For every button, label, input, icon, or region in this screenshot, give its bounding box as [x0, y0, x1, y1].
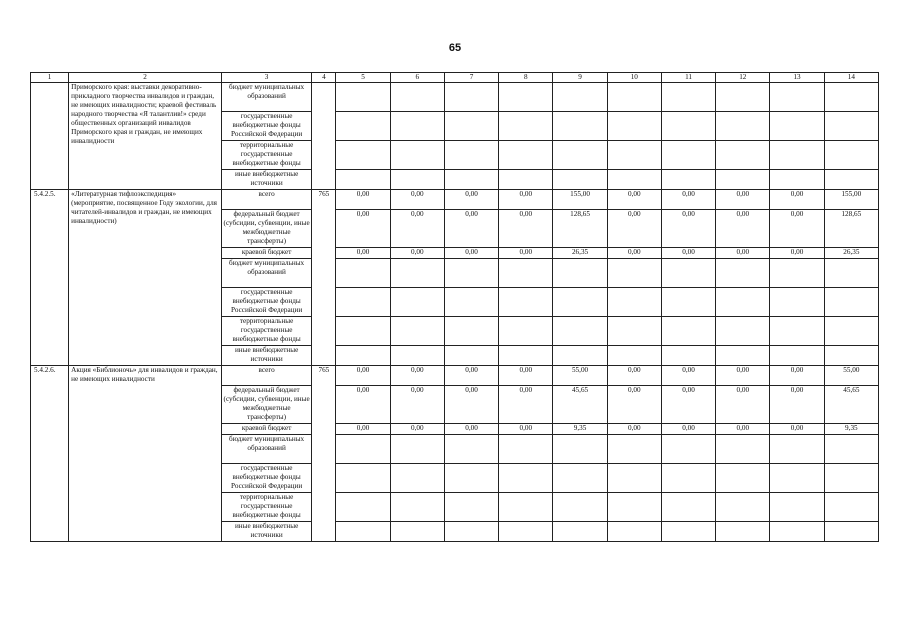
- value-cell: 0,00: [661, 190, 715, 210]
- value-cell: 155,00: [553, 190, 607, 210]
- funding-source: территориальные государственные внебюджетные фонды: [221, 317, 311, 346]
- value-cell: [824, 83, 878, 112]
- value-cell: 0,00: [770, 424, 824, 435]
- value-cell: 0,00: [716, 424, 770, 435]
- value-cell: 0,00: [444, 386, 498, 424]
- header-cell: 7: [444, 73, 498, 83]
- value-cell: [444, 493, 498, 522]
- value-cell: [770, 464, 824, 493]
- value-cell: 0,00: [607, 248, 661, 259]
- value-cell: [336, 288, 390, 317]
- header-cell: 6: [390, 73, 444, 83]
- funding-source: территориальные государственные внебюджетные фонды: [221, 493, 311, 522]
- value-cell: 26,35: [553, 248, 607, 259]
- value-cell: [336, 83, 390, 112]
- item-description: Приморского края: выставки декоративно-прикладного творчества инвалидов и граждан, не имеющих инвалидности; краевой фестиваль народного творчества «Я талантлив!» среди общественных организаций инвалидов Приморского края и граждан, не имеющих инвалидности: [69, 83, 222, 190]
- value-cell: [716, 288, 770, 317]
- value-cell: [607, 112, 661, 141]
- value-cell: [770, 522, 824, 542]
- value-cell: 0,00: [499, 386, 553, 424]
- item-description: «Литературная тифлоэкспедиция» (мероприятие, посвященное Году экологии, для читателей-инвалидов и граждан, не имеющих инвалидности): [69, 190, 222, 366]
- value-cell: [553, 522, 607, 542]
- header-cell: 9: [553, 73, 607, 83]
- value-cell: [824, 170, 878, 190]
- value-cell: 0,00: [499, 424, 553, 435]
- value-cell: [336, 493, 390, 522]
- value-cell: [824, 493, 878, 522]
- value-cell: [661, 464, 715, 493]
- value-cell: 0,00: [444, 366, 498, 386]
- value-cell: 0,00: [661, 424, 715, 435]
- value-cell: 0,00: [336, 248, 390, 259]
- value-cell: [499, 112, 553, 141]
- value-cell: [390, 170, 444, 190]
- value-cell: [770, 170, 824, 190]
- value-cell: 0,00: [607, 366, 661, 386]
- header-cell: 3: [221, 73, 311, 83]
- value-cell: 0,00: [607, 424, 661, 435]
- value-cell: 0,00: [390, 210, 444, 248]
- value-cell: [444, 170, 498, 190]
- value-cell: [661, 259, 715, 288]
- funding-source: краевой бюджет: [221, 424, 311, 435]
- value-cell: [716, 112, 770, 141]
- value-cell: [716, 346, 770, 366]
- value-cell: 0,00: [770, 366, 824, 386]
- value-cell: [499, 170, 553, 190]
- value-cell: [824, 317, 878, 346]
- value-cell: 155,00: [824, 190, 878, 210]
- table-header: [31, 73, 879, 83]
- funding-source: бюджет муниципальных образований: [221, 259, 311, 288]
- value-cell: [770, 435, 824, 464]
- funding-source: краевой бюджет: [221, 248, 311, 259]
- value-cell: [607, 435, 661, 464]
- value-cell: 0,00: [390, 190, 444, 210]
- value-cell: [444, 83, 498, 112]
- value-cell: [661, 435, 715, 464]
- value-cell: 0,00: [607, 190, 661, 210]
- value-cell: 0,00: [607, 210, 661, 248]
- value-cell: [553, 493, 607, 522]
- value-cell: 0,00: [336, 210, 390, 248]
- value-cell: 128,65: [553, 210, 607, 248]
- value-cell: 0,00: [716, 386, 770, 424]
- value-cell: [716, 170, 770, 190]
- value-cell: 0,00: [336, 424, 390, 435]
- value-cell: 0,00: [444, 190, 498, 210]
- value-cell: [824, 346, 878, 366]
- value-cell: 0,00: [770, 248, 824, 259]
- value-cell: 55,00: [824, 366, 878, 386]
- value-cell: 0,00: [444, 424, 498, 435]
- value-cell: 0,00: [444, 248, 498, 259]
- value-cell: [770, 288, 824, 317]
- funding-source: всего: [221, 366, 311, 386]
- value-cell: [390, 288, 444, 317]
- value-cell: [499, 493, 553, 522]
- header-cell: 4: [312, 73, 336, 83]
- value-cell: [390, 83, 444, 112]
- value-cell: [390, 112, 444, 141]
- value-cell: [661, 522, 715, 542]
- value-cell: 0,00: [499, 210, 553, 248]
- value-cell: 0,00: [716, 190, 770, 210]
- funding-source: федеральный бюджет (субсидии, субвенции, иные межбюджетные трансферты): [221, 210, 311, 248]
- value-cell: [444, 141, 498, 170]
- value-cell: [499, 522, 553, 542]
- value-cell: 0,00: [607, 386, 661, 424]
- value-cell: 9,35: [553, 424, 607, 435]
- value-cell: [553, 346, 607, 366]
- value-cell: 0,00: [390, 366, 444, 386]
- value-cell: 0,00: [336, 190, 390, 210]
- value-cell: [499, 317, 553, 346]
- value-cell: [390, 464, 444, 493]
- value-cell: 0,00: [390, 386, 444, 424]
- value-cell: [390, 435, 444, 464]
- value-cell: 9,35: [824, 424, 878, 435]
- header-cell: 11: [661, 73, 715, 83]
- header-row: [31, 73, 879, 83]
- funding-source: территориальные государственные внебюджетные фонды: [221, 141, 311, 170]
- value-cell: [390, 346, 444, 366]
- value-cell: [607, 522, 661, 542]
- value-cell: [553, 288, 607, 317]
- value-cell: [336, 259, 390, 288]
- value-cell: [390, 522, 444, 542]
- value-cell: 0,00: [661, 248, 715, 259]
- table-row: [31, 83, 879, 112]
- value-cell: [553, 464, 607, 493]
- value-cell: [336, 522, 390, 542]
- header-cell: 14: [824, 73, 878, 83]
- value-cell: [444, 288, 498, 317]
- value-cell: [607, 170, 661, 190]
- value-cell: 0,00: [336, 386, 390, 424]
- value-cell: [390, 317, 444, 346]
- value-cell: [390, 493, 444, 522]
- value-cell: [553, 259, 607, 288]
- funding-source: всего: [221, 190, 311, 210]
- value-cell: [824, 464, 878, 493]
- value-cell: 0,00: [770, 190, 824, 210]
- value-cell: [607, 346, 661, 366]
- value-cell: [553, 141, 607, 170]
- page-number: 65: [448, 42, 462, 54]
- value-cell: 0,00: [661, 366, 715, 386]
- value-cell: [336, 464, 390, 493]
- value-cell: [444, 346, 498, 366]
- value-cell: 45,65: [824, 386, 878, 424]
- col4-code: [312, 83, 336, 190]
- value-cell: [499, 435, 553, 464]
- value-cell: [444, 522, 498, 542]
- value-cell: 0,00: [770, 210, 824, 248]
- funding-source: иные внебюджетные источники: [221, 170, 311, 190]
- value-cell: [607, 259, 661, 288]
- value-cell: [716, 493, 770, 522]
- value-cell: [336, 112, 390, 141]
- value-cell: 0,00: [661, 210, 715, 248]
- table-row: [31, 190, 879, 210]
- value-cell: 55,00: [553, 366, 607, 386]
- value-cell: [607, 141, 661, 170]
- budget-table: [30, 72, 879, 542]
- value-cell: 0,00: [444, 210, 498, 248]
- header-cell: 5: [336, 73, 390, 83]
- value-cell: [390, 141, 444, 170]
- header-cell: 8: [499, 73, 553, 83]
- value-cell: 26,35: [824, 248, 878, 259]
- value-cell: 0,00: [716, 248, 770, 259]
- value-cell: 45,65: [553, 386, 607, 424]
- value-cell: [553, 170, 607, 190]
- value-cell: [553, 112, 607, 141]
- header-cell: 2: [69, 73, 222, 83]
- value-cell: [336, 435, 390, 464]
- item-code: 5.4.2.5.: [31, 190, 69, 366]
- value-cell: [716, 83, 770, 112]
- value-cell: [499, 464, 553, 493]
- value-cell: [553, 83, 607, 112]
- value-cell: 0,00: [499, 366, 553, 386]
- value-cell: [390, 259, 444, 288]
- value-cell: [499, 288, 553, 317]
- value-cell: [824, 112, 878, 141]
- value-cell: 0,00: [390, 248, 444, 259]
- value-cell: [770, 346, 824, 366]
- value-cell: 0,00: [770, 386, 824, 424]
- funding-source: бюджет муниципальных образований: [221, 83, 311, 112]
- value-cell: [770, 141, 824, 170]
- value-cell: 0,00: [661, 386, 715, 424]
- value-cell: [770, 493, 824, 522]
- value-cell: [661, 170, 715, 190]
- header-cell: 1: [31, 73, 69, 83]
- value-cell: [824, 141, 878, 170]
- value-cell: [824, 435, 878, 464]
- funding-source: государственные внебюджетные фонды Российской Федерации: [221, 288, 311, 317]
- value-cell: 0,00: [499, 190, 553, 210]
- value-cell: [716, 464, 770, 493]
- value-cell: [661, 346, 715, 366]
- value-cell: 0,00: [336, 366, 390, 386]
- value-cell: [770, 112, 824, 141]
- funding-source: федеральный бюджет (субсидии, субвенции, иные межбюджетные трансферты): [221, 386, 311, 424]
- value-cell: [607, 464, 661, 493]
- value-cell: [824, 259, 878, 288]
- value-cell: [824, 522, 878, 542]
- value-cell: [716, 141, 770, 170]
- value-cell: 0,00: [716, 366, 770, 386]
- value-cell: [553, 317, 607, 346]
- value-cell: [607, 493, 661, 522]
- value-cell: [824, 288, 878, 317]
- value-cell: [661, 141, 715, 170]
- value-cell: [661, 493, 715, 522]
- value-cell: [499, 259, 553, 288]
- funding-source: бюджет муниципальных образований: [221, 435, 311, 464]
- value-cell: [607, 83, 661, 112]
- value-cell: [661, 112, 715, 141]
- col4-code: 765: [312, 366, 336, 542]
- funding-source: иные внебюджетные источники: [221, 522, 311, 542]
- value-cell: [770, 83, 824, 112]
- value-cell: [444, 259, 498, 288]
- value-cell: [336, 170, 390, 190]
- value-cell: 0,00: [390, 424, 444, 435]
- value-cell: [444, 112, 498, 141]
- value-cell: [499, 346, 553, 366]
- value-cell: [336, 141, 390, 170]
- value-cell: 0,00: [716, 210, 770, 248]
- table-row: [31, 366, 879, 386]
- item-code: [31, 83, 69, 190]
- value-cell: 0,00: [499, 248, 553, 259]
- value-cell: [661, 317, 715, 346]
- value-cell: [770, 317, 824, 346]
- value-cell: [499, 141, 553, 170]
- value-cell: 128,65: [824, 210, 878, 248]
- value-cell: [716, 259, 770, 288]
- value-cell: [553, 435, 607, 464]
- value-cell: [716, 317, 770, 346]
- funding-source: государственные внебюджетные фонды Российской Федерации: [221, 464, 311, 493]
- value-cell: [444, 435, 498, 464]
- value-cell: [444, 464, 498, 493]
- funding-source: иные внебюджетные источники: [221, 346, 311, 366]
- value-cell: [444, 317, 498, 346]
- header-cell: 12: [716, 73, 770, 83]
- value-cell: [607, 317, 661, 346]
- value-cell: [336, 346, 390, 366]
- col4-code: 765: [312, 190, 336, 366]
- value-cell: [661, 83, 715, 112]
- value-cell: [499, 83, 553, 112]
- item-code: 5.4.2.6.: [31, 366, 69, 542]
- funding-source: государственные внебюджетные фонды Российской Федерации: [221, 112, 311, 141]
- value-cell: [716, 522, 770, 542]
- value-cell: [336, 317, 390, 346]
- item-description: Акция «Библионочь» для инвалидов и граждан, не имеющих инвалидности: [69, 366, 222, 542]
- value-cell: [716, 435, 770, 464]
- header-cell: 10: [607, 73, 661, 83]
- value-cell: [661, 288, 715, 317]
- value-cell: [607, 288, 661, 317]
- value-cell: [770, 259, 824, 288]
- header-cell: 13: [770, 73, 824, 83]
- table-body: [31, 83, 879, 542]
